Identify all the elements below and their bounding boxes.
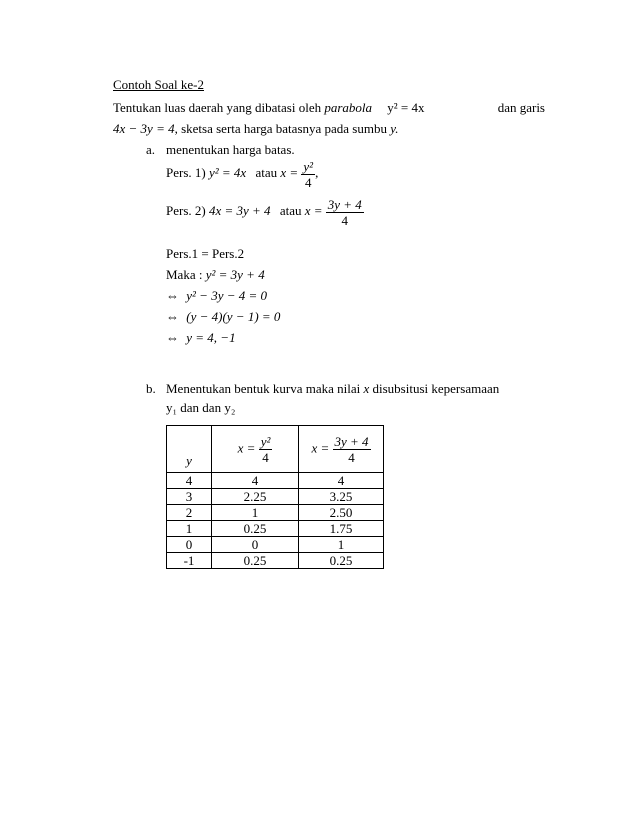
problem-line-1 <box>113 100 545 115</box>
maka-row <box>166 267 265 282</box>
part-b-label: b. <box>146 381 156 396</box>
table-row <box>167 537 384 553</box>
pers2-numerator: 3y + 4 <box>327 196 362 212</box>
pers1-lhs: x = <box>280 165 299 180</box>
header-x1-numerator: y² <box>260 433 271 449</box>
cell-y: 4 <box>167 473 212 489</box>
header-x1-lhs: x = <box>237 439 256 455</box>
cell-x1: 0.25 <box>212 553 299 569</box>
iff-icon: ⇔ <box>166 309 179 324</box>
cell-x1: 1 <box>212 505 299 521</box>
cell-x2: 4 <box>299 473 384 489</box>
header-x1-fraction <box>259 434 273 465</box>
pers1-row <box>166 155 318 191</box>
pers2-fraction <box>326 197 364 228</box>
pers2-lhs: x = <box>304 203 323 218</box>
pers2-denominator: 4 <box>341 212 349 228</box>
part-a-label: a. <box>146 142 156 157</box>
pers1-atau: atau <box>255 165 278 180</box>
part-b-var: x <box>363 381 370 396</box>
step-1 <box>166 288 267 303</box>
table-header-row <box>167 426 384 473</box>
table-row <box>167 553 384 569</box>
maka-equation: y² = 3y + 4 <box>205 267 265 282</box>
parabola-word: parabola <box>324 100 373 115</box>
header-x2-numerator: 3y + 4 <box>334 433 369 449</box>
cell-x2: 0.25 <box>299 553 384 569</box>
part-b-line-1 <box>166 381 499 396</box>
header-x2 <box>299 426 384 473</box>
pers1-denominator: 4 <box>304 174 312 190</box>
pers1-label: Pers. 1) <box>166 165 206 180</box>
cell-y: 1 <box>167 521 212 537</box>
maka-label: Maka : <box>166 267 203 282</box>
line-equation: 4x − 3y = 4 <box>113 121 175 136</box>
part-b-text-2: disubsitusi kepersamaan <box>372 381 500 396</box>
pers1-numerator: y² <box>303 158 314 174</box>
header-y: y <box>167 426 212 473</box>
pers2-equation: 4x = 3y + 4 <box>208 203 271 218</box>
cell-x2: 2.50 <box>299 505 384 521</box>
pers2-label: Pers. 2) <box>166 203 206 218</box>
table-row <box>167 473 384 489</box>
problem-text: Tentukan luas daerah yang dibatasi oleh <box>113 100 322 115</box>
cell-x1: 0.25 <box>212 521 299 537</box>
cell-x1: 0 <box>212 537 299 553</box>
iff-icon: ⇔ <box>166 288 179 303</box>
pers2-atau: atau <box>279 203 302 218</box>
cell-x1: 2.25 <box>212 489 299 505</box>
step-1-equation: y² − 3y − 4 = 0 <box>186 288 268 303</box>
table-row <box>167 521 384 537</box>
cell-x2: 1 <box>299 537 384 553</box>
header-x2-denominator: 4 <box>348 449 355 465</box>
header-x2-fraction <box>333 434 371 465</box>
cell-y: 2 <box>167 505 212 521</box>
pers1-fraction <box>301 159 315 190</box>
problem-text-tail: dan garis <box>497 100 545 115</box>
problem-line-2 <box>113 121 399 136</box>
table-row <box>167 505 384 521</box>
example-heading: Contoh Soal ke-2 <box>113 77 204 92</box>
cell-x2: 1.75 <box>299 521 384 537</box>
cell-x1: 4 <box>212 473 299 489</box>
step-3 <box>166 330 236 345</box>
cell-x2: 3.25 <box>299 489 384 505</box>
step-3-equation: y = 4, −1 <box>186 330 236 345</box>
pers1-comma: , <box>315 165 319 180</box>
pers1-equation: y² = 4x <box>208 165 247 180</box>
axis-variable: y. <box>390 121 399 136</box>
values-table <box>166 425 384 569</box>
step-2-equation: (y − 4)(y − 1) = 0 <box>186 309 281 324</box>
table-row <box>167 489 384 505</box>
header-x2-lhs: x = <box>311 439 330 455</box>
cell-y: 0 <box>167 537 212 553</box>
cell-y: 3 <box>167 489 212 505</box>
part-b-line-2: y₁ dan dan y₂ <box>166 400 236 415</box>
part-a-title: menentukan harga batas. <box>166 142 295 157</box>
header-x1-denominator: 4 <box>262 449 269 465</box>
cell-y: -1 <box>167 553 212 569</box>
pers2-row <box>166 193 364 229</box>
iff-icon: ⇔ <box>166 330 179 345</box>
header-x1 <box>212 426 299 473</box>
step-2 <box>166 309 280 324</box>
part-b-text-1: Menentukan bentuk kurva maka nilai <box>166 381 361 396</box>
problem-text-2: , sketsa serta harga batasnya pada sumbu <box>174 121 387 136</box>
pers-equal: Pers.1 = Pers.2 <box>166 246 245 261</box>
parabola-equation: y² = 4x <box>387 100 425 115</box>
